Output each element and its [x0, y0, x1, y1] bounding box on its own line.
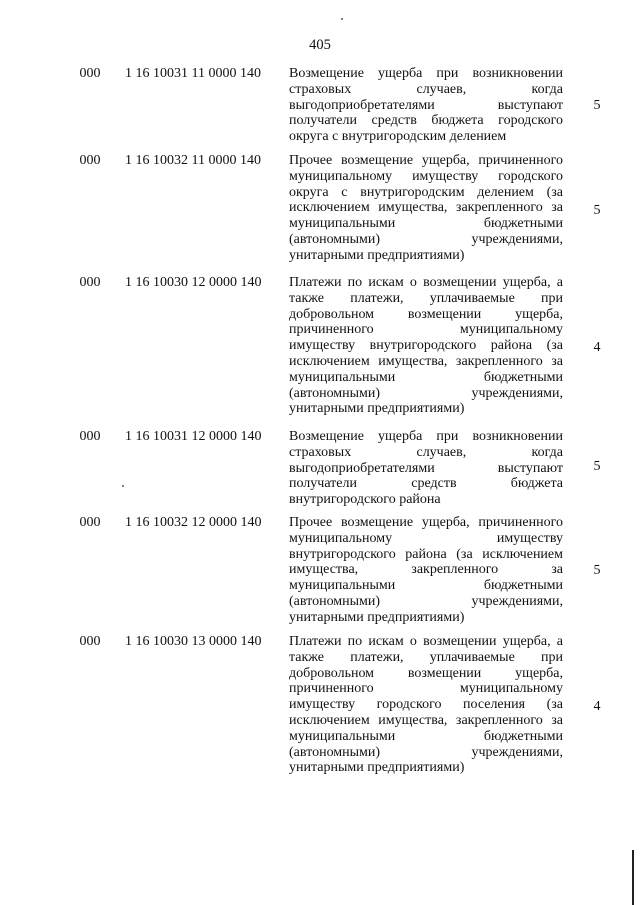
admin-code: 000: [79, 66, 101, 81]
description-line: исключением имущества, закрепленного за: [289, 712, 563, 728]
norm-value: 5: [593, 563, 601, 578]
budget-classification-code: 1 16 10032 11 0000 140: [125, 153, 261, 168]
description-line: муниципальными бюджетными: [289, 369, 563, 385]
norm-value: 4: [593, 340, 601, 355]
description-line: получатели средств бюджета городского: [289, 113, 563, 129]
admin-code: 000: [79, 515, 101, 530]
description-line: имущества, закрепленного за: [289, 562, 563, 578]
description-line: муниципальными бюджетными: [289, 578, 563, 594]
budget-classification-code: 1 16 10030 13 0000 140: [125, 634, 262, 649]
budget-classification-code: 1 16 10032 12 0000 140: [125, 515, 262, 530]
admin-code: 000: [79, 634, 101, 649]
income-description: [289, 153, 563, 264]
income-description: [289, 515, 563, 626]
description-line: муниципальному имуществу городского: [289, 168, 563, 184]
page-number: 405: [309, 37, 331, 53]
income-description: [289, 66, 563, 145]
admin-code: 000: [79, 153, 101, 168]
description-line: муниципальными бюджетными: [289, 728, 563, 744]
description-line: исключением имущества, закрепленного за: [289, 353, 563, 369]
description-line: внутригородского района: [289, 492, 441, 508]
description-line: выгодоприобретателями выступают: [289, 97, 563, 113]
budget-classification-code: 1 16 10030 12 0000 140: [125, 275, 262, 290]
description-line: (автономными) учреждениями,: [289, 593, 563, 609]
scan-speck: [341, 18, 343, 20]
description-line: Возмещение ущерба при возникновении: [289, 66, 563, 81]
norm-value: 4: [593, 699, 601, 714]
description-line: муниципальными бюджетными: [289, 216, 563, 232]
description-line: Возмещение ущерба при возникновении: [289, 429, 563, 444]
admin-code: 000: [79, 429, 101, 444]
description-line: причиненного муниципальному: [289, 681, 563, 697]
description-line: округа с внутригородским делением: [289, 129, 507, 145]
description-line: страховых случаев, когда: [289, 81, 563, 97]
budget-classification-code: 1 16 10031 12 0000 140: [125, 429, 262, 444]
description-line: унитарными предприятиями): [289, 247, 465, 263]
description-line: (автономными) учреждениями,: [289, 744, 563, 760]
description-line: унитарными предприятиями): [289, 401, 465, 417]
description-line: внутригородского района (за исключением: [289, 546, 563, 562]
description-line: Платежи по искам о возмещении ущерба, а: [289, 634, 563, 649]
budget-classification-code: 1 16 10031 11 0000 140: [125, 66, 261, 81]
description-line: муниципальному имуществу: [289, 530, 563, 546]
description-line: причиненного муниципальному: [289, 322, 563, 338]
norm-value: 5: [593, 203, 601, 218]
income-description: [289, 634, 563, 776]
description-line: исключением имущества, закрепленного за: [289, 200, 563, 216]
description-line: добровольном возмещении ущерба,: [289, 665, 563, 681]
description-line: Платежи по искам о возмещении ущерба, а: [289, 275, 563, 290]
description-line: выгодоприобретателями выступают: [289, 460, 563, 476]
description-line: (автономными) учреждениями,: [289, 385, 563, 401]
description-line: имуществу внутригородского района (за: [289, 338, 563, 354]
admin-code: 000: [79, 275, 101, 290]
description-line: получатели средств бюджета: [289, 476, 563, 492]
description-line: Прочее возмещение ущерба, причиненного: [289, 153, 563, 168]
description-line: унитарными предприятиями): [289, 760, 465, 776]
description-line: страховых случаев, когда: [289, 444, 563, 460]
description-line: (автономными) учреждениями,: [289, 231, 563, 247]
description-line: имуществу городского поселения (за: [289, 697, 563, 713]
description-line: унитарными предприятиями): [289, 609, 465, 625]
description-line: добровольном возмещении ущерба,: [289, 306, 563, 322]
description-line: также платежи, уплачиваемые при: [289, 290, 563, 306]
description-line: округа с внутригородским делением (за: [289, 184, 563, 200]
description-line: также платежи, уплачиваемые при: [289, 649, 563, 665]
income-description: [289, 275, 563, 417]
scan-border-line: [632, 850, 634, 905]
norm-value: 5: [593, 459, 601, 474]
description-line: Прочее возмещение ущерба, причиненного: [289, 515, 563, 530]
income-description: [289, 429, 563, 508]
norm-value: 5: [593, 98, 601, 113]
scan-speck: [122, 485, 124, 487]
